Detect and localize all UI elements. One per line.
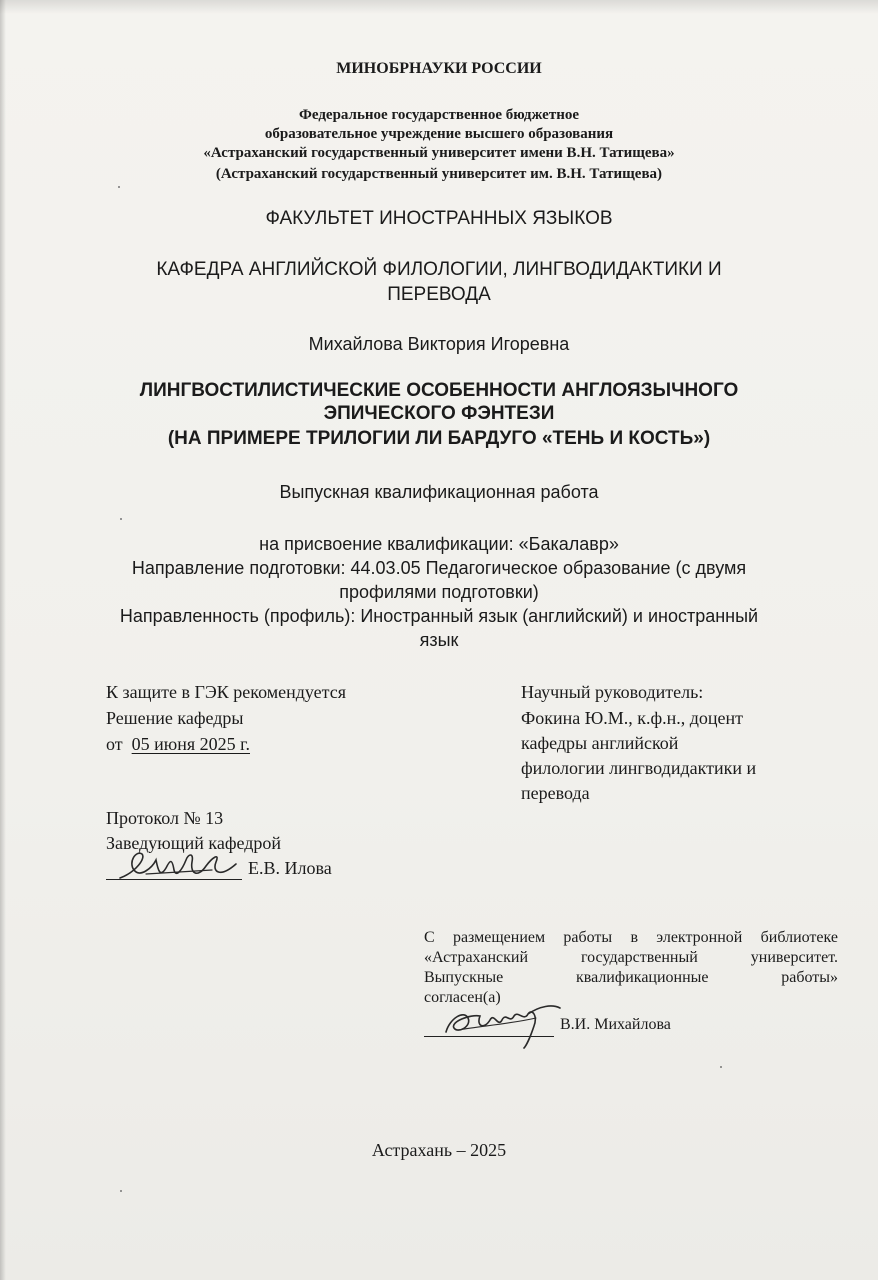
paper-speck [720, 1066, 722, 1068]
consent-line: Выпускные квалификационные работы» [424, 969, 838, 986]
faculty-heading: ФАКУЛЬТЕТ ИНОСТРАННЫХ ЯЗЫКОВ [265, 208, 613, 229]
department-decision: Решение кафедры [106, 708, 244, 728]
paper-speck [118, 186, 120, 188]
protocol-number: Протокол № 13 [106, 808, 224, 828]
supervisor-line: филологии лингводидактики и [521, 758, 757, 778]
consent-line: С размещением работы в электронной библиотеке [424, 929, 838, 946]
qualification-line: профилями подготовки) [339, 582, 539, 602]
institution-line: (Астраханский государственный университет им. В.Н. Татищева) [215, 166, 663, 182]
thesis-title-line: (НА ПРИМЕРЕ ТРИЛОГИИ ЛИ БАРДУГО «ТЕНЬ И КОСТЬ») [167, 428, 711, 449]
consent-line: «Астраханский государственный университет. [424, 949, 838, 966]
date-prefix: от [106, 734, 123, 754]
institution-line: Федеральное государственное бюджетное [298, 107, 580, 123]
head-of-department-label: Заведующий кафедрой [106, 833, 282, 853]
qualification-line: Направленность (профиль): Иностранный язык (английский) и иностранный [119, 606, 759, 626]
student-signature [440, 998, 570, 1052]
qualification-line: на присвоение квалификации: «Бакалавр» [259, 534, 619, 554]
decision-date-row [106, 734, 250, 755]
work-type: Выпускная квалификационная работа [279, 482, 599, 502]
page-top-shadow [0, 0, 878, 14]
supervisor-line: кафедры английской [521, 733, 679, 753]
student-name: В.И. Михайлова [560, 1016, 671, 1033]
supervisor-label: Научный руководитель: [521, 682, 704, 702]
institution-line: «Астраханский государственный университет имени В.Н. Татищева» [203, 145, 675, 161]
decision-date: 05 июня 2025 г. [131, 734, 250, 754]
paper-speck [120, 518, 122, 520]
qualification-line: Направление подготовки: 44.03.05 Педагогическое образование (с двумя [131, 558, 747, 578]
ministry-heading: МИНОБРНАУКИ РОССИИ [336, 60, 542, 77]
city-year: Астрахань – 2025 [371, 1140, 507, 1160]
department-line: КАФЕДРА АНГЛИЙСКОЙ ФИЛОЛОГИИ, ЛИНГВОДИДАКТИКИ И [156, 259, 722, 280]
thesis-title-line: ЭПИЧЕСКОГО ФЭНТЕЗИ [323, 403, 555, 424]
head-signature [116, 848, 246, 888]
qualification-line: язык [419, 630, 459, 650]
head-of-department-name: Е.В. Илова [248, 858, 332, 878]
paper-speck [120, 1190, 122, 1192]
author-name: Михайлова Виктория Игоревна [308, 334, 570, 354]
consent-line: согласен(а) [424, 989, 501, 1006]
thesis-title-line: ЛИНГВОСТИЛИСТИЧЕСКИЕ ОСОБЕННОСТИ АНГЛОЯЗЫЧНОГО [139, 380, 739, 401]
supervisor-line: Фокина Ю.М., к.ф.н., доцент [521, 708, 744, 728]
institution-line: образовательное учреждение высшего образования [264, 126, 614, 142]
defense-recommend: К защите в ГЭК рекомендуется [106, 682, 347, 702]
supervisor-line: перевода [521, 783, 590, 803]
library-consent [424, 928, 838, 1008]
department-line: ПЕРЕВОДА [387, 284, 491, 305]
